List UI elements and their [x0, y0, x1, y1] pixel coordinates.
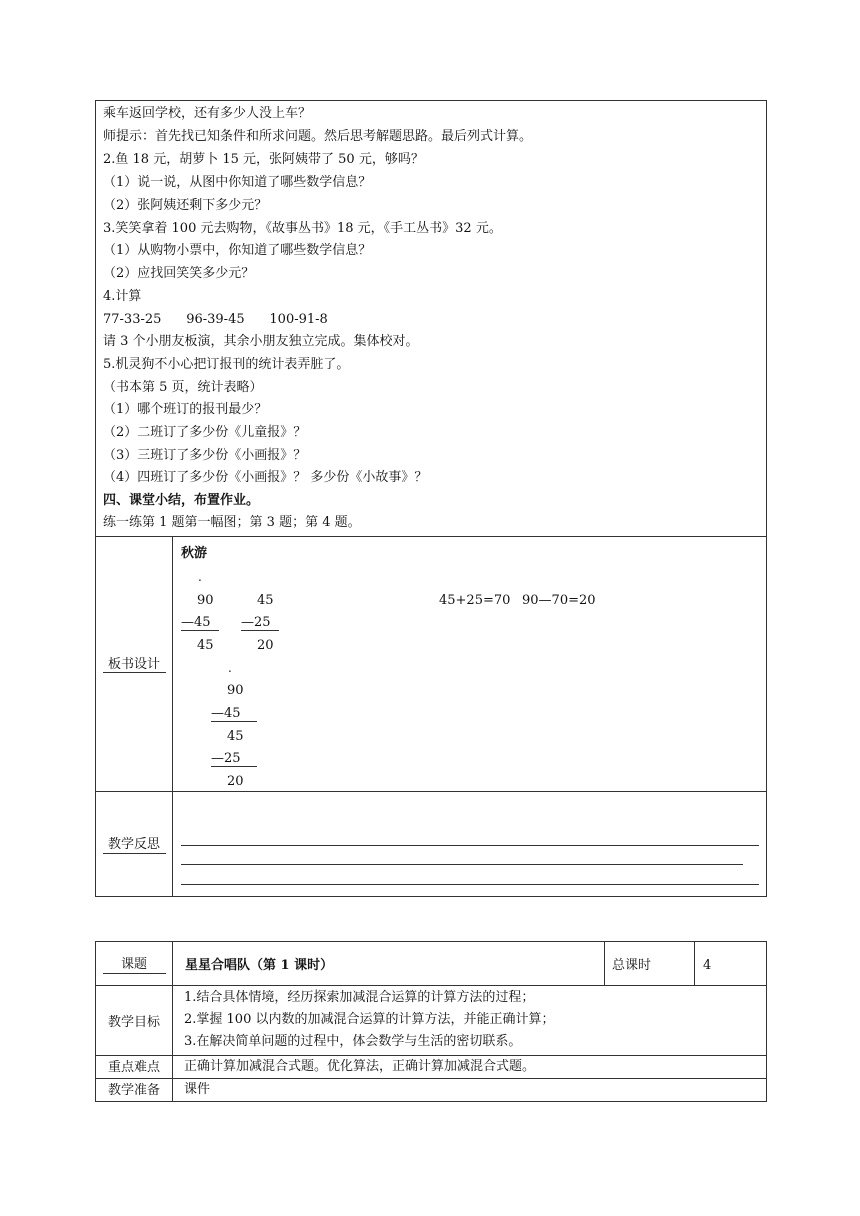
board-vertical-1: 90: [227, 683, 244, 698]
content-line: （2）张阿姨还剩下多少元？: [103, 198, 268, 213]
column-divider: [694, 941, 695, 985]
content-line: 乘车返回学校，还有多少人没上车？: [103, 106, 312, 121]
board-vertical-2: —45: [211, 706, 241, 721]
content-line: 77-33-25 96-39-45 100-91-8: [103, 312, 328, 327]
board-vertical-5: 20: [227, 774, 244, 789]
total-hours-label: 总课时: [612, 958, 652, 973]
board-equation-2: 90—70=20: [522, 593, 596, 608]
key-difficulty-value: 正确计算加减混合式题。优化算法，正确计算加减混合式题。: [184, 1059, 536, 1074]
content-line: 2.鱼 18 元，胡萝卜 15 元，张阿姨带了 50 元，够吗？: [103, 152, 424, 167]
board-vertical-3: 45: [227, 729, 244, 744]
content-line: 师提示：首先找已知条件和所求问题。然后思考解题思路。最后列式计算。: [103, 129, 533, 144]
row-divider: [95, 536, 767, 537]
goal-item: 1.结合具体情境，经历探索加减混合运算的计算方法的过程；: [184, 990, 535, 1005]
board-title: 秋游: [181, 546, 208, 561]
preparation-label: 教学准备: [107, 1083, 160, 1098]
total-hours-value: 4: [703, 958, 712, 973]
content-line: （3）三班订了多少份《小画报》？: [103, 448, 307, 463]
board-calc-2-result: 20: [257, 638, 274, 653]
row-divider: [95, 791, 767, 792]
preparation-value: 课件: [184, 1082, 211, 1097]
content-line: （1）哪个班订的报刊最少？: [103, 402, 268, 417]
content-line: （1）说一说，从图中你知道了哪些数学信息？: [103, 175, 372, 190]
label-underline: [103, 672, 166, 673]
topic-label: 课题: [120, 957, 147, 972]
board-design-label: 板书设计: [107, 657, 160, 672]
content-line: 3.笑笑拿着 100 元去购物，《故事丛书》18 元，《手工丛书》32 元。: [103, 221, 502, 236]
calc-underline: [211, 721, 257, 722]
reflection-label: 教学反思: [107, 837, 160, 852]
board-calc-1-result: 45: [197, 638, 214, 653]
content-line: （书本第 5 页，统计表略）: [103, 380, 263, 395]
board-calc-1-sub: —45: [181, 615, 211, 630]
column-divider: [172, 536, 173, 897]
column-divider: [604, 941, 605, 985]
column-divider: [172, 941, 173, 1102]
board-calc-2-top: 45: [257, 593, 274, 608]
content-line: 4.计算: [103, 289, 142, 304]
section-heading: 四、课堂小结，布置作业。: [103, 493, 260, 508]
board-equation-1: 45+25=70: [439, 593, 511, 608]
goal-item: 3.在解决简单问题的过程中，体会数学与生活的密切联系。: [184, 1034, 522, 1049]
row-divider: [95, 985, 767, 986]
content-line: （2）二班订了多少份《儿童报》？: [103, 425, 307, 440]
topic-value: 星星合唱队（第 1 课时）: [185, 958, 334, 973]
reflection-writing-line: [181, 884, 759, 885]
content-line: （2）应找回笑笑多少元？: [103, 266, 255, 281]
reflection-writing-line: [181, 845, 759, 846]
key-difficulty-label: 重点难点: [107, 1060, 160, 1075]
content-line: 请 3 个小朋友板演，其余小朋友独立完成。集体校对。: [103, 334, 419, 349]
content-line: （1）从购物小票中，你知道了哪些数学信息？: [103, 243, 372, 258]
content-line: 5.机灵狗不小心把订报刊的统计表弄脏了。: [103, 357, 350, 372]
label-underline: [103, 973, 166, 974]
label-underline: [103, 853, 166, 854]
calc-underline: [181, 630, 219, 631]
goal-item: 2.掌握 100 以内数的加减混合运算的计算方法，并能正确计算；: [184, 1012, 555, 1027]
board-calc-1-top: 90: [197, 593, 214, 608]
content-line: （4）四班订了多少份《小画报》？ 多少份《小故事》？: [103, 470, 428, 485]
calc-underline: [211, 766, 257, 767]
reflection-writing-line: [181, 864, 743, 865]
calc-underline: [241, 630, 279, 631]
board-calc-2-sub: —25: [241, 615, 271, 630]
board-vertical-4: —25: [211, 751, 241, 766]
dot-mark: .: [228, 661, 232, 675]
content-line: 练一练第 1 题第一幅图；第 3 题；第 4 题。: [103, 515, 361, 530]
dot-mark: .: [198, 570, 202, 584]
goals-label: 教学目标: [107, 1015, 160, 1030]
